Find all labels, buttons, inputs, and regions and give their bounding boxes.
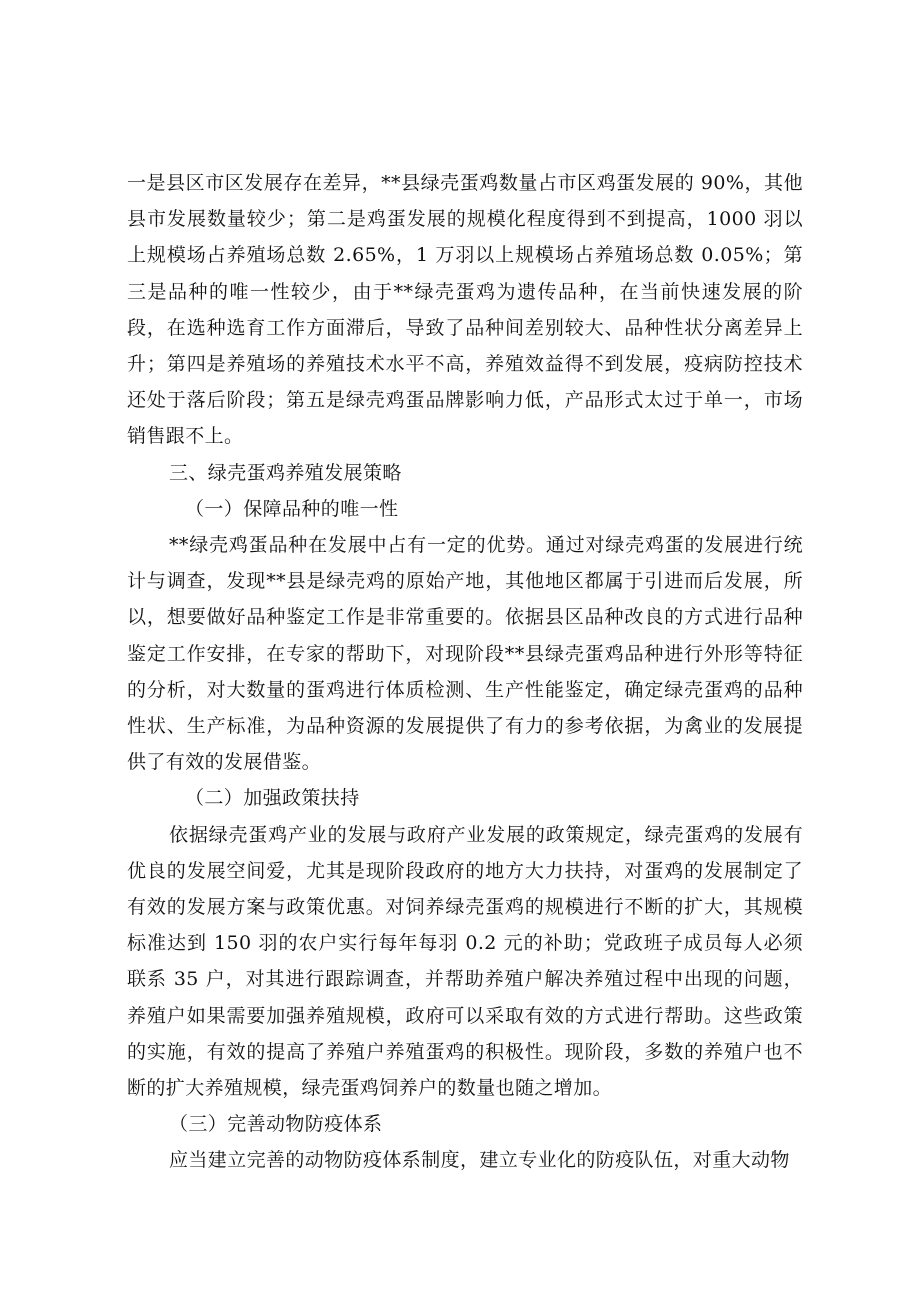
paragraph-policy-support: 依据绿壳蛋鸡产业的发展与政府产业发展的政策规定，绿壳蛋鸡的发展有优良的发展空间爱，尤其是现阶段政府的地方大力扶持，对蛋鸡的发展制定了有效的发展方案与政策优惠。对饲养绿壳蛋鸡的规模进行不断的扩大，其规模标准达到 150 羽的农户实行每年每羽 0.2 元的补助；党政班子成员每人必须联系 35 户，对其进行跟踪调查，并帮助养殖户解决养殖过程中出现的问题，养殖户如果需要加强养殖规模，政府可以采取有效的方式进行帮助。这些政策的实施，有效的提高了养殖户养殖蛋鸡的积极性。现阶段，多数的养殖户也不断的扩大养殖规模，绿壳蛋鸡饲养户的数量也随之增加。 [127,823,803,1100]
subheading-policy-support: （二）加强政策扶持 [185,787,360,810]
paragraph-epidemic-prevention: 应当建立完善的动物防疫体系制度，建立专业化的防疫队伍，对重大动物 [169,1149,790,1172]
subheading-breed-uniqueness: （一）保障品种的唯一性 [185,497,399,520]
paragraph-differences: 一是县区市区发展存在差异，**县绿壳蛋鸡数量占市区鸡蛋发展的 90%，其他县市发展数量较少；第二是鸡蛋发展的规模化程度得到不到提高，1000 羽以上规模场占养殖场总数 2.65%，1 万羽以上规模场占养殖场总数 0.05%；第三是品种的唯一性较少，由于**绿壳蛋鸡为遗传品种，在当前快速发展的阶段，在选种选育工作方面滞后，导致了品种间差别较大、品种性状分离差异上升；第四是养殖场的养殖技术水平不高，养殖效益得不到发展，疫病防控技术还处于落后阶段；第五是绿壳鸡蛋品牌影响力低，产品形式太过于单一，市场销售跟不上。 [127,172,803,448]
section-heading-strategy: 三、绿壳蛋鸡养殖发展策略 [169,461,402,484]
paragraph-breed-uniqueness: **绿壳鸡蛋品种在发展中占有一定的优势。通过对绿壳鸡蛋的发展进行统计与调查，发现**县是绿壳鸡的原始产地，其他地区都属于引进而后发展，所以，想要做好品种鉴定工作是非常重要的。依据县区品种改良的方式进行品种鉴定工作安排，在专家的帮助下，对现阶段**县绿壳蛋鸡品种进行外形等特征的分析，对大数量的蛋鸡进行体质检测、生产性能鉴定，确定绿壳蛋鸡的品种性状、生产标准，为品种资源的发展提供了有力的参考依据，为禽业的发展提供了有效的发展借鉴。 [127,534,803,774]
subheading-epidemic-prevention: （三）完善动物防疫体系 [169,1113,383,1136]
document-body [127,165,803,1179]
